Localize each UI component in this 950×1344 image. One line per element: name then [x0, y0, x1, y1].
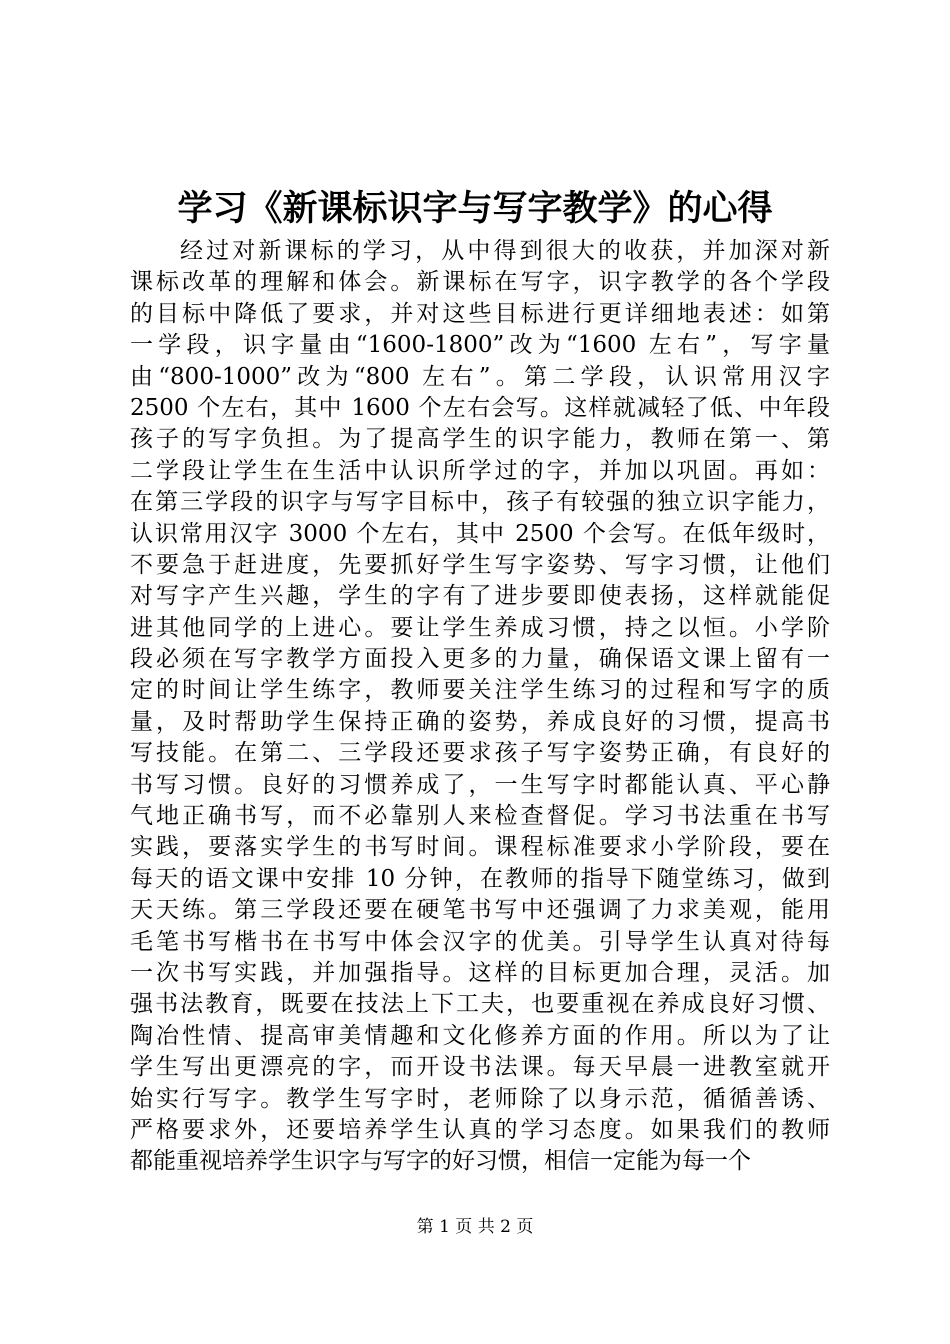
body-line: 实践，要落实学生的书写时间。课程标准要求小学阶段，要在	[130, 834, 830, 861]
body-line: 始实行写字。教学生写字时，老师除了以身示范，循循善诱、	[130, 1085, 830, 1112]
body-line: 在第三学段的识字与写字目标中，孩子有较强的独立识字能力，	[130, 489, 830, 516]
body-line: 强书法教育，既要在技法上下工夫，也要重视在养成良好习惯、	[130, 991, 830, 1018]
body-line: 都能重视培养学生识字与写字的好习惯，相信一定能为每一个	[130, 1148, 751, 1175]
body-line: 孩子的写字负担。为了提高学生的识字能力，教师在第一、第	[130, 426, 830, 453]
body-line: 2500 个左右，其中 1600 个左右会写。这样就减轻了低、中年段	[130, 394, 830, 421]
page-footer: 第 1 页 共 2 页	[416, 1217, 534, 1237]
body-line: 的目标中降低了要求，并对这些目标进行更详细地表述：如第	[130, 300, 830, 327]
body-line: 毛笔书写楷书在书写中体会汉字的优美。引导学生认真对待每	[130, 928, 830, 955]
body-line: 一次书写实践，并加强指导。这样的目标更加合理，灵活。加	[130, 959, 830, 986]
document-body	[130, 236, 830, 1178]
body-line: 写技能。在第二、三学段还要求孩子写字姿势正确，有良好的	[130, 740, 830, 767]
body-line: 学生写出更漂亮的字，而开设书法课。每天早晨一进教室就开	[130, 1054, 830, 1081]
body-line: 每天的语文课中安排 10 分钟，在教师的指导下随堂练习，做到	[130, 865, 830, 892]
body-line: 定的时间让学生练字，教师要关注学生练习的过程和写字的质	[130, 677, 830, 704]
body-line: 严格要求外，还要培养学生认真的学习态度。如果我们的教师	[130, 1116, 830, 1143]
body-line: 进其他同学的上进心。要让学生养成习惯，持之以恒。小学阶	[130, 614, 830, 641]
body-line: 陶冶性情、提高审美情趣和文化修养方面的作用。所以为了让	[130, 1022, 830, 1049]
body-line: 量，及时帮助学生保持正确的姿势，养成良好的习惯，提高书	[130, 708, 830, 735]
body-line: 由“800-1000”改为“800 左右”。第二学段，认识常用汉字	[130, 363, 830, 390]
body-line: 段必须在写字教学方面投入更多的力量，确保语文课上留有一	[130, 646, 830, 673]
document-title: 学习《新课标识字与写字教学》的心得	[177, 188, 773, 229]
body-line: 不要急于赶进度，先要抓好学生写字姿势、写字习惯，让他们	[130, 551, 830, 578]
body-line: 认识常用汉字 3000 个左右，其中 2500 个会写。在低年级时，	[130, 520, 830, 547]
body-line: 课标改革的理解和体会。新课标在写字，识字教学的各个学段	[130, 269, 830, 296]
body-line: 书写习惯。良好的习惯养成了，一生写字时都能认真、平心静	[130, 771, 830, 798]
body-line: 经过对新课标的学习，从中得到很大的收获，并加深对新	[180, 238, 830, 264]
body-line: 天天练。第三学段还要在硬笔书写中还强调了力求美观，能用	[130, 897, 830, 924]
body-line: 气地正确书写，而不必靠别人来检查督促。学习书法重在书写	[130, 803, 830, 830]
body-line: 二学段让学生在生活中认识所学过的字，并加以巩固。再如：	[130, 457, 830, 484]
body-line: 对写字产生兴趣，学生的字有了进步要即使表扬，这样就能促	[130, 583, 830, 610]
body-line: 一学段，识字量由“1600-1800”改为“1600 左右”，写字量	[130, 332, 830, 359]
